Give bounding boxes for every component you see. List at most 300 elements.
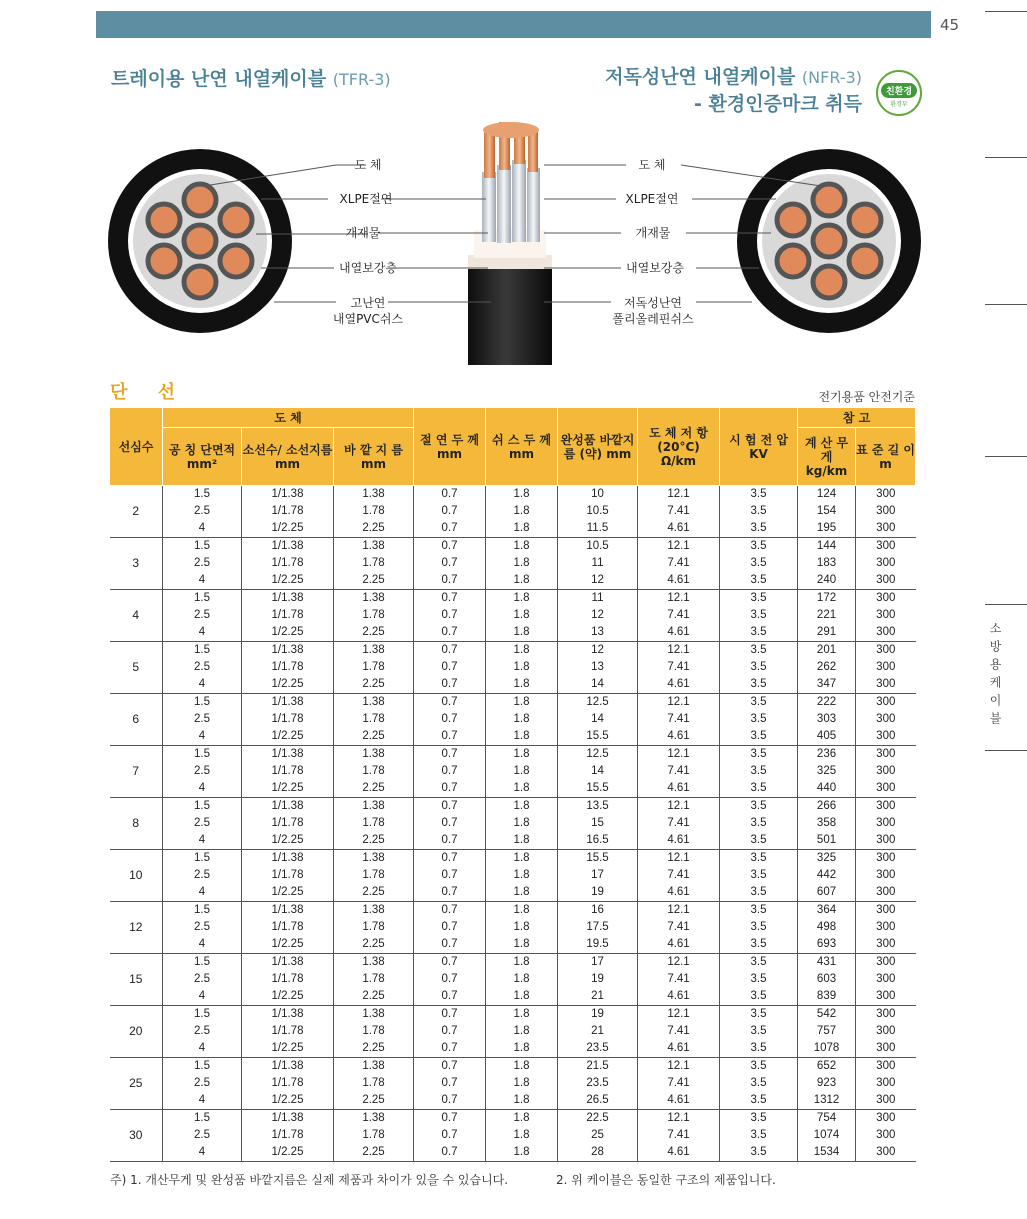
table-cell: 1.5 [163,642,242,660]
table-cell: 1.8 [486,971,558,988]
table-cell: 2.25 [334,676,414,694]
table-cell: 240 [798,572,856,590]
table-cell: 1/2.25 [242,936,334,954]
table-cell: 300 [856,1023,916,1040]
table-row [110,590,916,608]
table-cell: 1.78 [334,971,414,988]
table-cell: 7.41 [638,607,720,624]
table-cell: 183 [798,555,856,572]
table-cell: 12.1 [638,1058,720,1076]
table-cell: 1074 [798,1127,856,1144]
cell-cores: 6 [110,694,163,746]
table-cell: 3.5 [720,902,798,920]
label-right-reinforcement: 내열보강층 [626,261,684,275]
page-number: 45 [940,16,960,34]
table-cell: 754 [798,1110,856,1128]
cell-cores: 15 [110,954,163,1006]
table-cell: 4.61 [638,676,720,694]
label-left-insulation: XLPE절연 [339,192,393,206]
table-cell: 1.8 [486,1144,558,1162]
table-cell: 1.78 [334,1023,414,1040]
header-reference: 참 고 [798,408,916,428]
table-cell: 300 [856,555,916,572]
table-row [110,884,916,902]
label-right-sheath-line2: 폴리올레핀쉬스 [612,312,694,326]
label-left-sheath-line1: 고난연 [350,296,386,310]
table-cell: 1.78 [334,607,414,624]
table-cell: 1.8 [486,798,558,816]
table-row [110,1058,916,1076]
table-cell: 0.7 [414,1006,486,1024]
table-cell: 1.8 [486,988,558,1006]
table-cell: 2.25 [334,936,414,954]
table-row [110,902,916,920]
table-cell: 4 [163,1144,242,1162]
table-cell: 300 [856,1092,916,1110]
table-cell: 2.25 [334,780,414,798]
table-cell: 4.61 [638,1092,720,1110]
table-cell: 4.61 [638,728,720,746]
table-cell: 1.38 [334,486,414,504]
table-cell: 300 [856,919,916,936]
table-cell: 4.61 [638,572,720,590]
table-cell: 325 [798,850,856,868]
table-cell: 3.5 [720,590,798,608]
table-cell: 11 [558,590,638,608]
table-cell: 1.8 [486,1127,558,1144]
title-nfr3-code: (NFR-3) [801,68,862,87]
table-cell: 1.38 [334,850,414,868]
table-cell: 1.8 [486,1006,558,1024]
table-cell: 300 [856,1127,916,1144]
table-cell: 10.5 [558,503,638,520]
title-nfr3-name: 저독성난연 내열케이블 [605,66,796,88]
table-row [110,746,916,764]
table-cell: 172 [798,590,856,608]
table-cell: 0.7 [414,1127,486,1144]
label-right-filler: 개재물 [635,226,671,240]
table-cell: 2.5 [163,555,242,572]
table-row [110,486,916,504]
table-cell: 0.7 [414,711,486,728]
table-row [110,607,916,624]
table-cell: 1.5 [163,538,242,556]
table-cell: 1/1.38 [242,538,334,556]
table-cell: 16.5 [558,832,638,850]
table-cell: 7.41 [638,659,720,676]
cell-cores: 30 [110,1110,163,1162]
table-cell: 1.8 [486,1023,558,1040]
table-cell: 2.25 [334,884,414,902]
table-row [110,1040,916,1058]
table-cell: 1/1.38 [242,902,334,920]
table-cell: 693 [798,936,856,954]
table-cell: 1/2.25 [242,676,334,694]
table-cell: 19 [558,971,638,988]
header-strands: 소선수/ 소선지름 mm [242,428,334,486]
table-row [110,954,916,972]
table-cell: 2.5 [163,1075,242,1092]
table-cell: 0.7 [414,746,486,764]
table-cell: 236 [798,746,856,764]
table-cell: 1312 [798,1092,856,1110]
table-cell: 144 [798,538,856,556]
table-cell: 1.8 [486,763,558,780]
table-cell: 222 [798,694,856,712]
table-cell: 19.5 [558,936,638,954]
table-cell: 12.1 [638,694,720,712]
table-cell: 23.5 [558,1040,638,1058]
label-left-filler: 개재물 [345,226,381,240]
header-weight: 계 산 무 게 kg/km [798,428,856,486]
table-cell: 0.7 [414,798,486,816]
table-cell: 1/2.25 [242,780,334,798]
table-cell: 440 [798,780,856,798]
table-cell: 21.5 [558,1058,638,1076]
table-cell: 3.5 [720,746,798,764]
table-cell: 3.5 [720,624,798,642]
cell-cores: 10 [110,850,163,902]
table-cell: 1.8 [486,520,558,538]
table-cell: 2.25 [334,624,414,642]
table-cell: 3.5 [720,832,798,850]
table-cell: 1.8 [486,780,558,798]
table-cell: 1.5 [163,694,242,712]
table-cell: 1.38 [334,746,414,764]
table-cell: 21 [558,988,638,1006]
table-cell: 1/1.38 [242,798,334,816]
table-cell: 2.5 [163,919,242,936]
table-cell: 1/2.25 [242,1144,334,1162]
table-cell: 0.7 [414,659,486,676]
table-cell: 303 [798,711,856,728]
table-cell: 300 [856,1006,916,1024]
table-cell: 4 [163,1040,242,1058]
table-cell: 1.8 [486,728,558,746]
table-cell: 300 [856,1144,916,1162]
label-right-conductor: 도 체 [638,158,666,172]
table-cell: 431 [798,954,856,972]
table-cell: 364 [798,902,856,920]
table-cell: 1/1.78 [242,503,334,520]
table-cell: 4.61 [638,1040,720,1058]
table-cell: 1.5 [163,1110,242,1128]
table-cell: 4 [163,780,242,798]
table-cell: 300 [856,954,916,972]
table-cell: 0.7 [414,572,486,590]
table-cell: 19 [558,1006,638,1024]
table-cell: 0.7 [414,486,486,504]
table-cell: 7.41 [638,1075,720,1092]
side-category-label: 소방용케이블 [988,622,1002,730]
table-cell: 28 [558,1144,638,1162]
table-cell: 2.5 [163,659,242,676]
table-cell: 2.5 [163,971,242,988]
table-cell: 1.8 [486,919,558,936]
table-cell: 1.8 [486,1040,558,1058]
table-cell: 1.5 [163,1058,242,1076]
table-cell: 3.5 [720,1006,798,1024]
table-cell: 1.8 [486,815,558,832]
table-cell: 300 [856,590,916,608]
table-cell: 154 [798,503,856,520]
table-cell: 1.8 [486,867,558,884]
table-cell: 4 [163,1092,242,1110]
table-cell: 2.25 [334,728,414,746]
table-cell: 1/1.78 [242,555,334,572]
table-cell: 4 [163,572,242,590]
side-divider [985,456,1027,457]
standard-note: 전기용품 안전기준 [818,390,915,404]
table-cell: 3.5 [720,867,798,884]
table-cell: 0.7 [414,1092,486,1110]
table-cell: 3.5 [720,486,798,504]
table-cell: 0.7 [414,902,486,920]
table-cell: 300 [856,798,916,816]
table-cell: 0.7 [414,555,486,572]
table-cell: 300 [856,624,916,642]
table-cell: 7.41 [638,503,720,520]
table-row [110,1092,916,1110]
label-left-sheath [316,295,420,327]
table-cell: 22.5 [558,1110,638,1128]
table-cell: 1.8 [486,676,558,694]
cell-cores: 3 [110,538,163,590]
table-cell: 839 [798,988,856,1006]
table-cell: 3.5 [720,1110,798,1128]
table-cell: 300 [856,1058,916,1076]
table-cell: 1.8 [486,936,558,954]
table-cell: 4 [163,832,242,850]
label-right-insulation: XLPE절연 [625,192,679,206]
table-cell: 300 [856,642,916,660]
table-row [110,659,916,676]
table-cell: 26.5 [558,1092,638,1110]
table-cell: 0.7 [414,867,486,884]
table-cell: 3.5 [720,971,798,988]
table-cell: 300 [856,988,916,1006]
footnote-1: 주) 1. 개산무게 및 완성품 바깥지름은 실제 제품과 차이가 있을 수 있습니다. [110,1173,509,1187]
table-cell: 300 [856,694,916,712]
table-cell: 3.5 [720,555,798,572]
table-row [110,676,916,694]
table-cell: 1.38 [334,642,414,660]
table-cell: 7.41 [638,815,720,832]
table-cell: 2.25 [334,1092,414,1110]
table-cell: 0.7 [414,503,486,520]
table-cell: 19 [558,884,638,902]
table-cell: 12.1 [638,642,720,660]
table-cell: 3.5 [720,520,798,538]
cell-cores: 2 [110,486,163,538]
table-cell: 1.8 [486,1075,558,1092]
table-cell: 12.1 [638,538,720,556]
table-cell: 1.78 [334,1127,414,1144]
table-cell: 25 [558,1127,638,1144]
header-test-voltage: 시 험 전 압 KV [720,408,798,486]
table-cell: 7.41 [638,971,720,988]
table-cell: 2.25 [334,520,414,538]
table-cell: 1.8 [486,954,558,972]
table-row [110,988,916,1006]
table-cell: 1.8 [486,711,558,728]
table-cell: 2.5 [163,867,242,884]
table-cell: 1.8 [486,694,558,712]
table-cell: 0.7 [414,1023,486,1040]
table-cell: 1.8 [486,1058,558,1076]
table-cell: 300 [856,815,916,832]
table-cell: 3.5 [720,936,798,954]
table-cell: 1.38 [334,954,414,972]
cell-cores: 12 [110,902,163,954]
table-cell: 1.5 [163,486,242,504]
table-cell: 11 [558,555,638,572]
table-cell: 1/1.78 [242,1127,334,1144]
table-cell: 14 [558,763,638,780]
table-cell: 1.8 [486,590,558,608]
table-row [110,503,916,520]
table-cell: 0.7 [414,954,486,972]
table-cell: 12.1 [638,798,720,816]
table-cell: 2.5 [163,1023,242,1040]
table-cell: 1078 [798,1040,856,1058]
table-cell: 0.7 [414,815,486,832]
table-cell: 757 [798,1023,856,1040]
table-cell: 1.78 [334,711,414,728]
table-cell: 0.7 [414,1075,486,1092]
cable-spec-table [109,407,916,1162]
table-cell: 1.78 [334,919,414,936]
table-cell: 1.78 [334,503,414,520]
table-cell: 3.5 [720,780,798,798]
table-cell: 12 [558,572,638,590]
table-cell: 4.61 [638,988,720,1006]
cell-cores: 5 [110,642,163,694]
table-cell: 300 [856,538,916,556]
table-cell: 1.5 [163,798,242,816]
header-sheath: 쉬 스 두 께 mm [486,408,558,486]
table-row [110,832,916,850]
table-cell: 0.7 [414,988,486,1006]
table-row [110,694,916,712]
table-cell: 2.5 [163,1127,242,1144]
table-cell: 1.38 [334,902,414,920]
table-row [110,763,916,780]
table-cell: 1.8 [486,832,558,850]
table-cell: 300 [856,1075,916,1092]
table-cell: 300 [856,867,916,884]
table-cell: 1/2.25 [242,1092,334,1110]
table-cell: 1.38 [334,1058,414,1076]
table-cell: 221 [798,607,856,624]
table-cell: 13 [558,659,638,676]
table-cell: 1.8 [486,572,558,590]
table-cell: 1/1.78 [242,711,334,728]
table-cell: 1.78 [334,1075,414,1092]
table-cell: 501 [798,832,856,850]
table-cell: 124 [798,486,856,504]
table-cell: 2.25 [334,572,414,590]
table-cell: 1.8 [486,1110,558,1128]
cell-cores: 20 [110,1006,163,1058]
table-cell: 3.5 [720,1040,798,1058]
table-cell: 1.5 [163,902,242,920]
table-cell: 7.41 [638,919,720,936]
section-title: 단 선 [110,382,188,403]
header-length: 표 준 길 이 m [856,428,916,486]
table-cell: 12 [558,607,638,624]
table-cell: 1.78 [334,867,414,884]
header-outer-diameter: 바 깥 지 름 mm [334,428,414,486]
table-cell: 3.5 [720,711,798,728]
footnote-2: 2. 위 케이블은 동일한 구조의 제품입니다. [556,1173,776,1187]
cell-cores: 4 [110,590,163,642]
header-insulation: 절 연 두 께 mm [414,408,486,486]
table-cell: 11.5 [558,520,638,538]
table-cell: 1/1.78 [242,919,334,936]
table-cell: 0.7 [414,642,486,660]
table-cell: 21 [558,1023,638,1040]
table-row [110,1110,916,1128]
table-cell: 4.61 [638,520,720,538]
table-cell: 15.5 [558,850,638,868]
table-cell: 3.5 [720,1058,798,1076]
eco-badge-sub: 환경부 [890,101,908,108]
table-cell: 652 [798,1058,856,1076]
table-cell: 607 [798,884,856,902]
side-divider [985,304,1027,305]
side-divider [985,157,1027,158]
table-cell: 1.38 [334,1006,414,1024]
table-cell: 1.8 [486,746,558,764]
title-tfr3-name: 트레이용 난연 내열케이블 [111,68,327,90]
table-cell: 1/1.78 [242,867,334,884]
table-cell: 3.5 [720,538,798,556]
table-cell: 13 [558,624,638,642]
table-cell: 1.8 [486,503,558,520]
side-divider [985,11,1027,12]
table-cell: 300 [856,971,916,988]
table-cell: 1/1.38 [242,694,334,712]
table-cell: 300 [856,572,916,590]
table-cell: 1.8 [486,486,558,504]
table-cell: 4.61 [638,1144,720,1162]
table-cell: 1.5 [163,1006,242,1024]
table-cell: 266 [798,798,856,816]
table-cell: 300 [856,763,916,780]
table-cell: 300 [856,659,916,676]
table-cell: 12.1 [638,590,720,608]
table-cell: 1.78 [334,763,414,780]
table-cell: 13.5 [558,798,638,816]
header-bar [96,11,931,38]
table-row [110,780,916,798]
table-cell: 1.8 [486,607,558,624]
table-cell: 358 [798,815,856,832]
table-cell: 3.5 [720,1075,798,1092]
title-tfr3-code: (TFR-3) [332,70,391,89]
table-cell: 3.5 [720,919,798,936]
table-cell: 300 [856,711,916,728]
header-conductor: 도 체 [163,408,414,428]
table-cell: 7.41 [638,1127,720,1144]
table-cell: 923 [798,1075,856,1092]
table-cell: 300 [856,936,916,954]
table-cell: 12.5 [558,694,638,712]
table-cell: 1/1.78 [242,815,334,832]
table-cell: 195 [798,520,856,538]
table-cell: 4.61 [638,624,720,642]
